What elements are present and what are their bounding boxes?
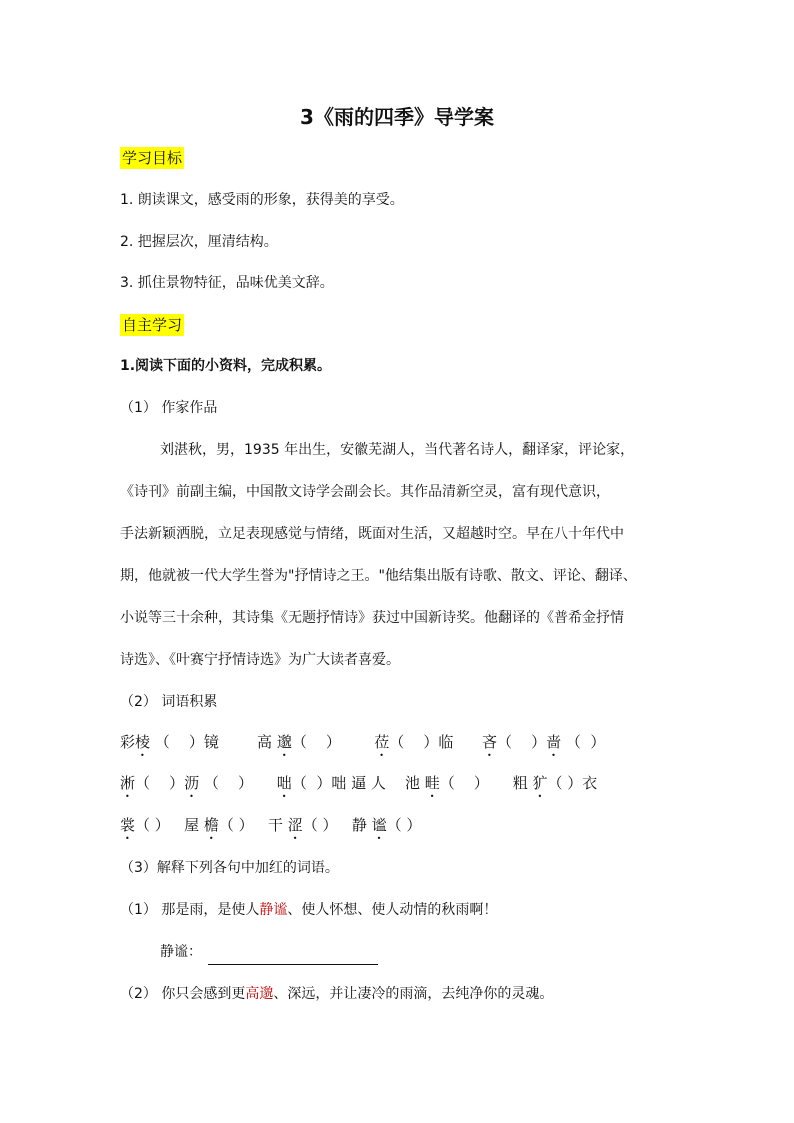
answer-label: 静谧： — [160, 944, 202, 960]
answer-blank[interactable] — [208, 964, 378, 965]
vocab-item: 高 邈（ ） — [257, 733, 375, 751]
question-a: （1） 那是雨，是使人静谧、使人怀想、使人动情的秋雨啊！ — [120, 902, 498, 918]
self-study-heading: 自主学习 — [122, 316, 183, 334]
highlighted-word: 高邈 — [245, 986, 274, 1002]
vocab-item: 沥 （ ） — [184, 774, 277, 792]
vocab-item: 淅（ ） — [120, 774, 185, 792]
page-title: 3《雨的四季》导学案 — [300, 105, 494, 129]
author-paragraph-line: 期，他就被一代大学生誉为"抒情诗之王。"他结集出版有诗歌、散文、评论、翻译、 — [120, 568, 637, 584]
vocab-row — [120, 773, 686, 801]
goals-heading: 学习目标 — [122, 149, 183, 167]
author-paragraph-line: 诗选》、《叶赛宁抒情诗选》为广大读者喜爱。 — [120, 652, 400, 668]
vocab-item: 粗 犷（ ）衣 — [512, 774, 598, 792]
vocab-item: 池 畦（ ） — [404, 774, 513, 792]
goal-item: 2. 把握层次，厘清结构。 — [120, 234, 278, 250]
vocab-item: 彩棱 （ ）镜 — [120, 733, 258, 751]
author-paragraph-line: 《诗刊》前副主编，中国散文诗学会副会长。其作品清新空灵，富有现代意识， — [120, 484, 610, 500]
vocab-row — [120, 815, 686, 843]
sub-heading-explain: （3）解释下列各句中加红的词语。 — [120, 860, 339, 876]
vocab-item: 吝（ ） — [481, 733, 547, 751]
author-paragraph-line: 手法新颖洒脱，立足表现感觉与情绪，既面对生活，又超越时空。早在八十年代中 — [120, 526, 624, 542]
vocab-item: 屋 檐（ ） — [184, 816, 268, 834]
sub-heading-vocab: （2） 词语积累 — [120, 694, 218, 710]
vocab-item: 莅（ ）临 — [374, 733, 482, 751]
vocab-item: 啬 （ ） — [546, 733, 606, 751]
sub-heading-author: （1） 作家作品 — [120, 400, 218, 416]
question-1-heading: 1.阅读下面的小资料，完成积累。 — [120, 358, 332, 374]
vocab-item: 咄（ ）咄 逼 人 — [276, 774, 405, 792]
vocab-row — [120, 732, 686, 760]
highlighted-word: 静谧 — [259, 902, 288, 918]
author-paragraph-line: 刘湛秋，男，1935 年出生，安徽芜湖人，当代著名诗人，翻译家，评论家， — [160, 442, 635, 458]
question-b: （2） 你只会感到更高邈、深远，并让凄冷的雨滴，去纯净你的灵魂。 — [120, 986, 554, 1002]
vocab-item: 裳（ ） — [120, 816, 185, 834]
vocab-item: 干 涩（ ） — [267, 816, 352, 834]
goal-item: 1. 朗读课文，感受雨的形象，获得美的享受。 — [120, 192, 404, 208]
goal-item: 3. 抓住景物特征，品味优美文辞。 — [120, 275, 334, 291]
vocab-item: 静 谧（ ） — [351, 816, 422, 834]
author-paragraph-line: 小说等三十余种，其诗集《无题抒情诗》获过中国新诗奖。他翻译的《普希金抒情 — [120, 610, 624, 626]
